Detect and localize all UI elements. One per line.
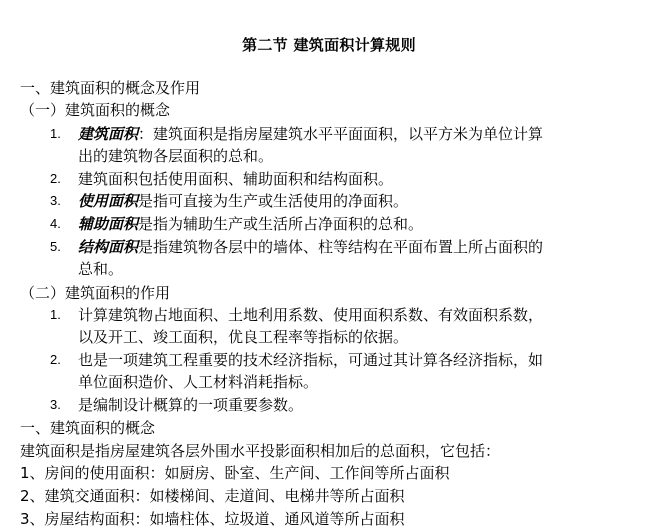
section-heading-concept-and-role: 一、建筑面积的概念及作用	[20, 79, 201, 97]
list-number: 4.	[50, 216, 61, 231]
list-item: 计算建筑物占地面积、土地利用系数、使用面积系数、有效面积系数，	[78, 306, 544, 324]
list-item: 是编制设计概算的一项重要参数。	[78, 396, 304, 414]
list-item: 3、房屋结构面积：如墙柱体、垃圾道、通风道等所占面积	[20, 510, 405, 528]
term-auxiliary-area: 辅助面积	[78, 215, 139, 233]
list-item-continuation: 总和。	[78, 260, 124, 278]
section-heading-concept: 一、建筑面积的概念	[20, 419, 156, 437]
list-item: 使用面积是指可直接为生产或生活使用的净面积。	[78, 192, 409, 210]
list-number: 2.	[50, 352, 61, 367]
list-item: 也是一项建筑工程重要的技术经济指标，可通过其计算各经济指标，如	[78, 351, 544, 369]
list-number: 3.	[50, 193, 61, 208]
term-structural-area: 结构面积	[78, 238, 139, 256]
list-number: 1.	[50, 126, 61, 141]
list-number: 2.	[50, 171, 61, 186]
list-item: 2、建筑交通面积：如楼梯间、走道间、电梯井等所占面积	[20, 487, 405, 505]
list-number: 1.	[50, 307, 61, 322]
page-title: 第二节 建筑面积计算规则	[242, 36, 416, 54]
subsection-heading-concept: （一）建筑面积的概念	[20, 101, 171, 119]
term-usable-area: 使用面积	[78, 192, 139, 210]
list-item: 建筑面积：建筑面积是指房屋建筑水平平面面积，以平方米为单位计算	[78, 125, 544, 143]
list-number: 3.	[50, 397, 61, 412]
paragraph-intro: 建筑面积是指房屋建筑各层外围水平投影面积相加后的总面积，它包括：	[20, 442, 501, 460]
list-item-continuation: 以及开工、竣工面积，优良工程率等指标的依据。	[78, 328, 409, 346]
term-building-area: 建筑面积	[78, 125, 139, 143]
list-item-continuation: 单位面积造价、人工材料消耗指标。	[78, 373, 319, 391]
list-item: 建筑面积包括使用面积、辅助面积和结构面积。	[78, 170, 394, 188]
list-item: 结构面积是指建筑物各层中的墙体、柱等结构在平面布置上所占面积的	[78, 238, 544, 256]
list-item-continuation: 出的建筑物各层面积的总和。	[78, 147, 274, 165]
list-item: 辅助面积是指为辅助生产或生活所占净面积的总和。	[78, 215, 424, 233]
list-item: 1、房间的使用面积：如厨房、卧室、生产间、工作间等所占面积	[20, 464, 450, 482]
list-number: 5.	[50, 239, 61, 254]
subsection-heading-role: （二）建筑面积的作用	[20, 284, 171, 302]
